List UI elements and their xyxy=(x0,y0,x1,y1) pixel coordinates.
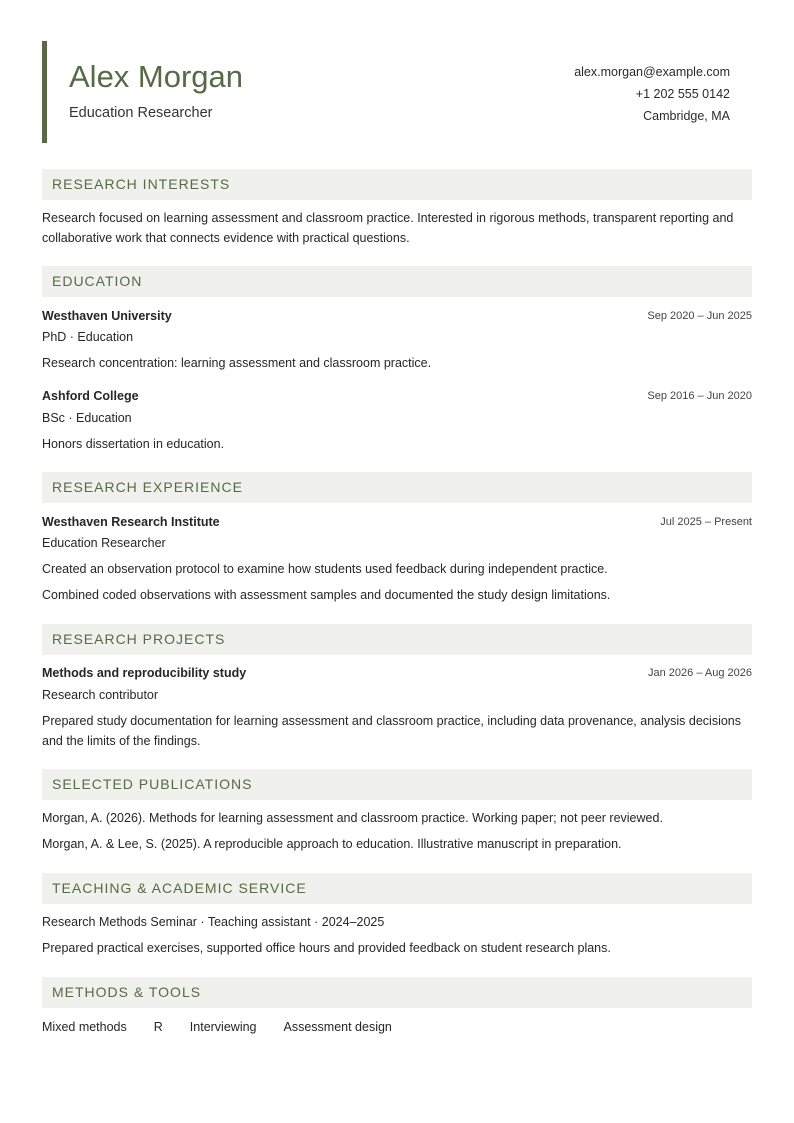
experience-bullet: Created an observation protocol to examine how students used feedback during independent practice. xyxy=(42,562,608,576)
publication-item: Morgan, A. & Lee, S. (2025). A reproducible approach to education. Illustrative manuscript in preparation. xyxy=(42,837,622,851)
project-role: Research contributor xyxy=(42,688,159,702)
tool-item: Assessment design xyxy=(283,1020,392,1034)
education-institution: Ashford College xyxy=(42,389,139,403)
experience-dates: Jul 2025 – Present xyxy=(660,516,752,528)
contact-phone[interactable]: +1 202 555 0142 xyxy=(635,87,730,101)
teaching-description: Prepared practical exercises, supported office hours and provided feedback on student research plans. xyxy=(42,941,611,955)
section-research-projects xyxy=(42,624,752,655)
education-note: Honors dissertation in education. xyxy=(42,437,225,451)
section-teaching xyxy=(42,873,752,904)
section-research-experience xyxy=(42,472,752,503)
tool-item: Mixed methods xyxy=(42,1020,127,1034)
contact-block xyxy=(574,61,730,127)
education-institution: Westhaven University xyxy=(42,309,172,323)
tools-list xyxy=(42,1017,392,1037)
project-name: Methods and reproducibility study xyxy=(42,666,247,680)
section-education xyxy=(42,266,752,297)
project-description: Prepared study documentation for learning assessment and classroom practice, including data provenance, analysis decisions and the limits of the findings. xyxy=(42,714,741,748)
section-title: EDUCATION xyxy=(52,273,143,289)
tool-item: R xyxy=(153,1020,163,1034)
resume-header xyxy=(42,41,752,143)
section-publications xyxy=(42,769,752,800)
tool-item: Interviewing xyxy=(189,1020,257,1034)
section-research-interests xyxy=(42,169,752,200)
education-dates: Sep 2016 – Jun 2020 xyxy=(647,390,752,402)
experience-role: Education Researcher xyxy=(42,536,166,550)
section-title: RESEARCH EXPERIENCE xyxy=(52,479,243,495)
contact-email[interactable]: alex.morgan@example.com xyxy=(574,65,730,79)
contact-location: Cambridge, MA xyxy=(643,109,730,123)
experience-bullet: Combined coded observations with assessment samples and documented the study design limitations. xyxy=(42,588,611,602)
education-degree: BSc · Education xyxy=(42,411,132,425)
candidate-role: Education Researcher xyxy=(69,105,213,121)
education-degree: PhD · Education xyxy=(42,330,134,344)
section-title: METHODS & TOOLS xyxy=(52,984,202,1000)
accent-bar xyxy=(42,41,47,143)
section-title: RESEARCH PROJECTS xyxy=(52,631,226,647)
section-title: SELECTED PUBLICATIONS xyxy=(52,776,253,792)
education-note: Research concentration: learning assessment and classroom practice. xyxy=(42,356,432,370)
section-methods-tools xyxy=(42,977,752,1008)
teaching-line: Research Methods Seminar · Teaching assistant · 2024–2025 xyxy=(42,915,385,929)
section-title: TEACHING & ACADEMIC SERVICE xyxy=(52,880,307,896)
experience-organization: Westhaven Research Institute xyxy=(42,515,220,529)
project-dates: Jan 2026 – Aug 2026 xyxy=(648,667,752,679)
education-dates: Sep 2020 – Jun 2025 xyxy=(647,310,752,322)
section-title: RESEARCH INTERESTS xyxy=(52,176,231,192)
publication-item: Morgan, A. (2026). Methods for learning assessment and classroom practice. Working paper; not peer reviewed. xyxy=(42,811,663,825)
candidate-name: Alex Morgan xyxy=(69,59,244,94)
research-interests-text: Research focused on learning assessment and classroom practice. Interested in rigorous methods, transparent reporting and collaborative work that connects evidence with practical questions. xyxy=(42,211,734,245)
